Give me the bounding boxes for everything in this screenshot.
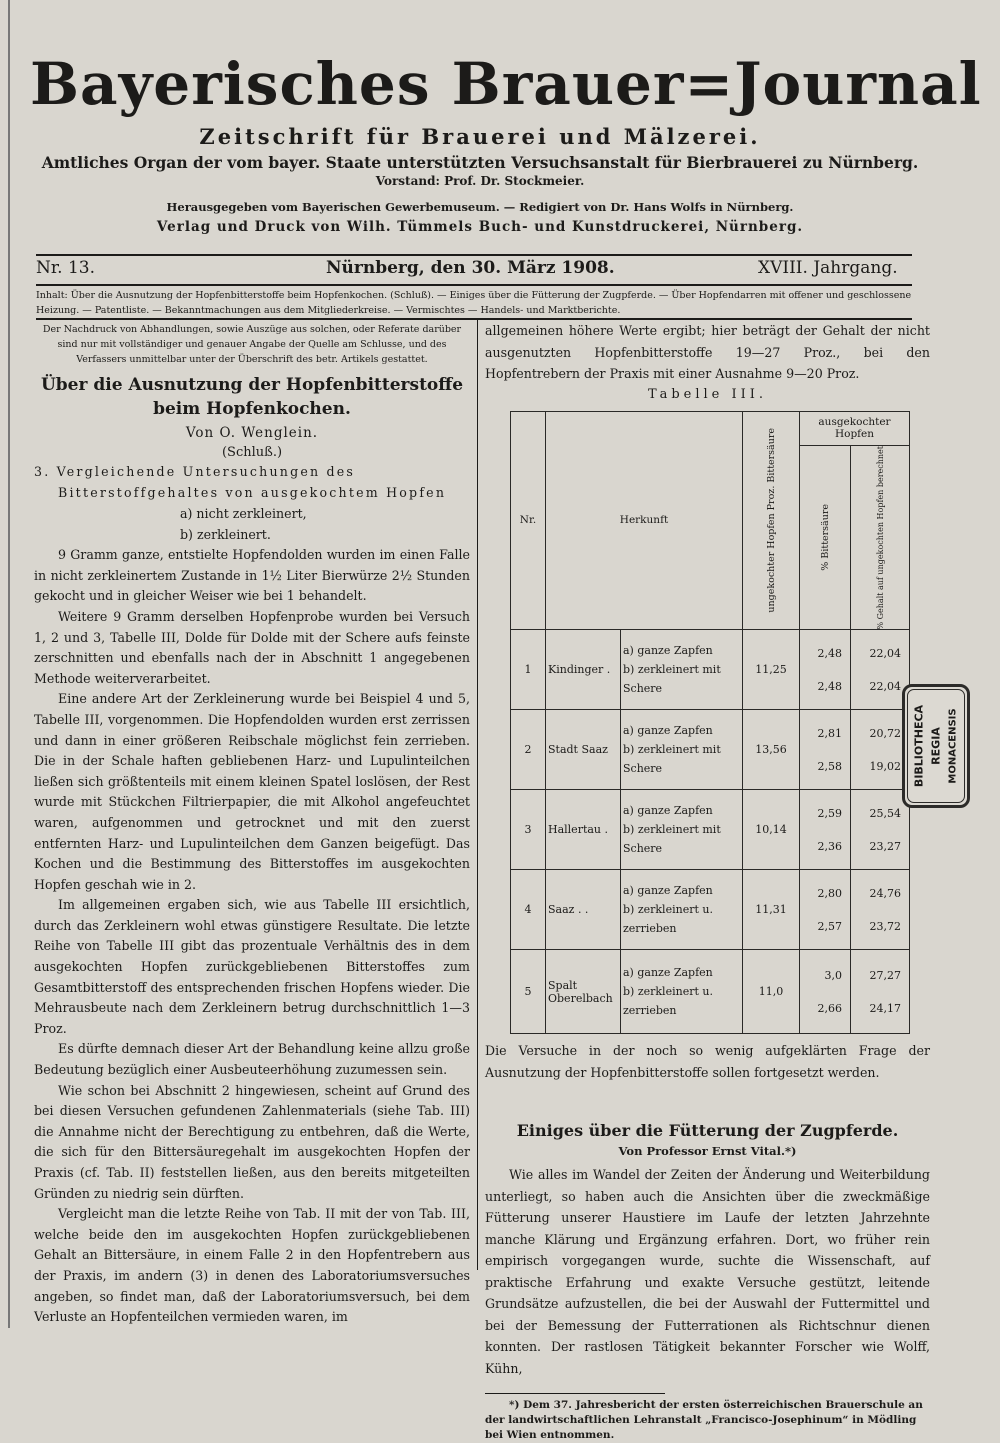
cell-ungekocht: 11,0 [743, 950, 800, 1034]
cell-nr: 3 [511, 790, 546, 870]
cell-treatment: a) ganze Zapfen b) zerkleinert mit Schere [621, 630, 743, 710]
footnote: *) Dem 37. Jahresbericht der ersten österreichischen Brauerschule an der landwirtschaftlichen Lehranstalt „Francisco-Josephinum“ in Mödling bei Wien entnommen. [485, 1399, 923, 1441]
journal-vorstand: Vorstand: Prof. Dr. Stockmeier. [375, 174, 585, 188]
cell-bitter: 2,80 2,57 [800, 870, 851, 950]
paragraph: Eine andere Art der Zerkleinerung wurde bei Beispiel 4 und 5, Tabelle III, vorgenommen. Die Hopfendolden wurden erst zerrissen und dann in einer größeren Reibschale möglichst fein zerrieben. Die in der Schale haften gebliebenen Harz- und Lupulinteilchen ließen sich größtenteils mit einem kleinen Spatel loslösen, der Rest wurde mit Stückchen Filtrierpapier, die mit Alkohol angefeuchtet waren, aufgenommen und getrocknet und mit den zuerst entfernten Harz- und Lupulinteilchen dem Ganzen beigefügt. Das Kochen und die Bestimmung des Bitterstoffes im ausgekochten Hopfen geschah wie in 2. [34, 691, 470, 892]
table-header-pct-bitter: % Bittersäure [800, 445, 851, 630]
stamp-line: REGIA [929, 727, 943, 765]
paragraph: Im allgemeinen ergaben sich, wie aus Tabelle III ersichtlich, durch das Zerkleinern wohl etwas günstigere Resultate. Die letzte Reihe von Tabelle III gibt das prozentuale Verhältnis des in dem ausgekochten Hopfen zurückgebliebenen Bitterstoffes zum Gesamtbitterstoff des entsprechenden frischen Hopfens wieder. Die Mehrausbeute nach dem Zerkleinern betrug durchschnittlich 1—3 Proz. [34, 897, 470, 1036]
column-divider [477, 320, 478, 1270]
cell-gehalt: 27,27 24,17 [851, 950, 910, 1034]
cell-nr: 2 [511, 710, 546, 790]
cell-herkunft: Saaz . . [546, 870, 621, 950]
journal-title: Bayerisches Brauer=Journal [30, 50, 982, 118]
rule-issue [36, 284, 912, 286]
journal-herausgeber: Herausgegeben vom Bayerischen Gewerbemuseum. — Redigiert von Dr. Hans Wolfs in Nürnberg. [166, 200, 794, 214]
issue-year: XVIII. Jahrgang. [758, 258, 898, 278]
paragraph: allgemeinen höhere Werte ergibt; hier beträgt der Gehalt der nicht ausgenutzten Hopfenbitterstoffe 19—27 Proz., bei den Hopfentrebern der Praxis mit einer Ausnahme 9—20 Proz. [485, 323, 930, 381]
cell-herkunft: Spalt Oberelbach [546, 950, 621, 1034]
journal-verlag: Verlag und Druck von Wilh. Tümmels Buch- und Kunstdruckerei, Nürnberg. [156, 219, 804, 235]
table-header-herkunft: Herkunft [546, 411, 743, 630]
article-title: Über die Ausnutzung der Hopfenbitterstoffe beim Hopfenkochen. [40, 375, 464, 419]
right-column [485, 320, 930, 1443]
paragraph: Wie alles im Wandel der Zeiten der Änderung und Weiterbildung unterliegt, so haben auch die Ansichten über die zweckmäßige Fütterung unserer Haustiere im Laufe der letzten Jahrzehnte manche Klärung und Ergänzung erfahren. Dort, wo früher rein empirisch vorgegangen wurde, suchte die Wissenschaft, auf praktische Erfahrung und exakte Versuche gestützt, leitende Grundsätze aufzustellen, die bei der Auswahl der Futtermittel und bei der Bemessung der Futterrationen als Richtschnur dienen konnten. Der rastlosen Tätigkeit bekannter Forscher wie Wolff, Kühn, [485, 1167, 930, 1376]
stamp-line: BIBLIOTHECA [912, 704, 926, 788]
article2-author: Von Professor Ernst Vital.*) [618, 1144, 797, 1158]
issue-place-date: Nürnberg, den 30. März 1908. [326, 258, 615, 278]
cell-bitter: 2,48 2,48 [800, 630, 851, 710]
cell-treatment: a) ganze Zapfen b) zerkleinert u. zerrieben [621, 870, 743, 950]
table-header-ausgekocht: ausgekochter Hopfen [800, 411, 910, 445]
issue-row [36, 258, 906, 284]
journal-subtitle: Zeitschrift für Brauerei und Mälzerei. [199, 124, 761, 149]
journal-organ: Amtliches Organ der vom bayer. Staate unterstützten Versuchsanstalt für Bierbrauerei zu Nürnberg. [41, 153, 919, 172]
rule-top [36, 254, 912, 256]
cell-gehalt: 24,76 23,72 [851, 870, 910, 950]
footnote-rule [485, 1393, 665, 1394]
cell-nr: 4 [511, 870, 546, 950]
masthead [30, 48, 982, 235]
table-label: Tabelle III. [647, 386, 768, 402]
table-row [511, 790, 910, 870]
paragraph: Wie schon bei Abschnitt 2 hingewiesen, scheint auf Grund des bei diesen Versuchen gefundenen Zahlenmaterials (siehe Tab. III) die Annahme nicht der Berechtigung zu entbehren, daß die Werte, die sich für den Bittersäuregehalt im ausgekochten Hopfen der Praxis (cf. Tab. II) feststellen ließen, aus den bereits mitgeteilten Gründen zu niedrig sein dürften. [34, 1082, 470, 1201]
cell-treatment: a) ganze Zapfen b) zerkleinert u. zerrieben [621, 950, 743, 1034]
cell-treatment: a) ganze Zapfen b) zerkleinert mit Schere [621, 710, 743, 790]
paragraph: Vergleicht man die letzte Reihe von Tab. II mit der von Tab. III, welche beide den im ausgekochten Hopfen zurückgebliebenen Gehalt an Bittersäure, in einem Falle 2 in den Hopfentrebern aus der Praxis, im andern (3) in denen des Laboratoriumsversuches angeben, so findet man, daß der Laboratoriumsversuch, bei dem Verluste an Hopfenteilchen vermieden waren, im [34, 1206, 470, 1325]
cell-bitter: 2,59 2,36 [800, 790, 851, 870]
table-row [511, 630, 910, 710]
section-item-b: b) zerkleinert. [180, 527, 271, 543]
page-edge [8, 0, 10, 1328]
cell-treatment: a) ganze Zapfen b) zerkleinert mit Schere [621, 790, 743, 870]
issue-number: Nr. 13. [36, 258, 95, 278]
table-header-nr: Nr. [511, 411, 546, 630]
cell-gehalt: 22,04 22,04 [851, 630, 910, 710]
cell-bitter: 3,0 2,66 [800, 950, 851, 1034]
paragraph: Die Versuche in der noch so wenig aufgeklärten Frage der Ausnutzung der Hopfenbitterstoffe sollen fortgesetzt werden. [485, 1043, 930, 1080]
cell-nr: 1 [511, 630, 546, 710]
table-header-pct-gehalt: % Gehalt auf ungekochten Hopfen berechnet [851, 445, 910, 630]
cell-ungekocht: 11,31 [743, 870, 800, 950]
cell-bitter: 2,81 2,58 [800, 710, 851, 790]
cell-herkunft: Hallertau . [546, 790, 621, 870]
cell-ungekocht: 13,56 [743, 710, 800, 790]
stamp-line: MONACENSIS [947, 708, 959, 784]
article2-title: Einiges über die Fütterung der Zugpferde. [516, 1121, 899, 1140]
cell-ungekocht: 10,14 [743, 790, 800, 870]
table-row [511, 950, 910, 1034]
cell-herkunft: Kindinger . [546, 630, 621, 710]
cell-gehalt: 20,72 19,02 [851, 710, 910, 790]
table-row [511, 870, 910, 950]
contents-line: Inhalt: Über die Ausnutzung der Hopfenbitterstoffe beim Hopfenkochen. (Schluß). — Einiges über die Fütterung der Zugpferde. — Über Hopfendarren mit offener und geschlossene Heizung. — Patentliste. — Bekanntmachungen aus dem Mitgliederkreise. — Vermischtes — Handels- und Marktberichte. [36, 290, 912, 316]
data-table [510, 411, 910, 1035]
table-header-ungekocht: ungekochter Hopfen Proz. Bittersäure [743, 411, 800, 630]
paragraph: Weitere 9 Gramm derselben Hopfenprobe wurden bei Versuch 1, 2 und 3, Tabelle III, Dolde für Dolde mit der Schere aufs feinste zerschnitten und ebenfalls nach der in Abschnitt 1 angegebenen Methode weiterverarbeitet. [34, 608, 470, 686]
library-stamp [902, 684, 970, 808]
cell-gehalt: 25,54 23,27 [851, 790, 910, 870]
article-part: (Schluß.) [221, 445, 283, 460]
section-item-a: a) nicht zerkleinert, [180, 506, 307, 522]
paragraph: Es dürfte demnach dieser Art der Behandlung keine allzu große Bedeutung bezüglich einer Ausbeuteerhöhung zuzumessen sein. [34, 1041, 470, 1078]
table-row [511, 710, 910, 790]
article-author: Von O. Wenglein. [185, 425, 319, 441]
section-heading: 3. Vergleichende Untersuchungen des Bitterstoffgehaltes von ausgekochtem Hopfen [34, 464, 447, 500]
paragraph: 9 Gramm ganze, entstielte Hopfendolden wurden im einen Falle in nicht zerkleinertem Zustande in 1½ Liter Bierwürze 2½ Stunden gekocht und in gleicher Weiser wie bei 1 behandelt. [34, 547, 470, 604]
cell-ungekocht: 11,25 [743, 630, 800, 710]
reprint-notice: Der Nachdruck von Abhandlungen, sowie Auszüge aus solchen, oder Referate darüber sind nur mit vollständiger und genauer Angabe der Quelle am Schlusse, und des Verfassers unmittelbar unter der Überschrift des betr. Artikels gestattet. [42, 324, 462, 365]
cell-herkunft: Stadt Saaz [546, 710, 621, 790]
cell-nr: 5 [511, 950, 546, 1034]
left-column [34, 320, 470, 1328]
